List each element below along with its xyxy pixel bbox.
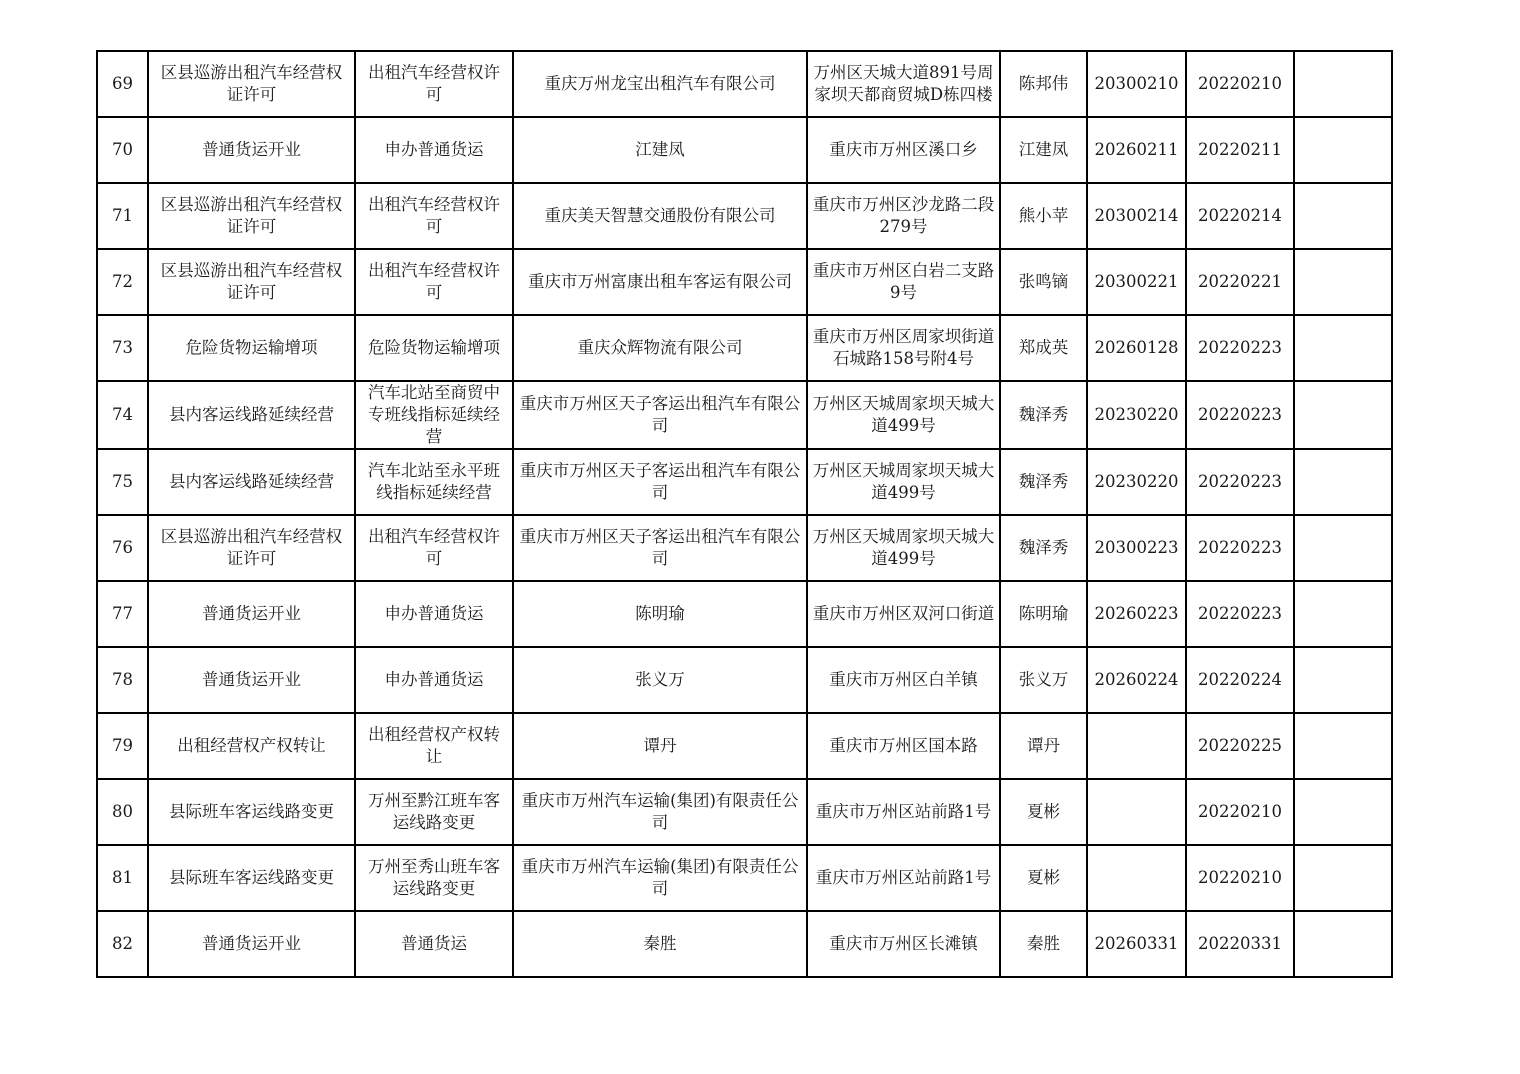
permit-item: 出租汽车经营权许可	[355, 249, 513, 315]
row-number: 71	[97, 183, 148, 249]
decision-date: 20220223	[1186, 515, 1294, 581]
permit-category: 普通货运开业	[148, 581, 355, 647]
remarks-cell	[1294, 183, 1392, 249]
permit-item: 普通货运	[355, 911, 513, 977]
decision-date: 20220210	[1186, 779, 1294, 845]
applicant-address: 万州区天城周家坝天城大道499号	[807, 381, 1000, 449]
table-row	[97, 515, 1392, 581]
permit-category: 出租经营权产权转让	[148, 713, 355, 779]
permit-item: 申办普通货运	[355, 581, 513, 647]
applicant-address: 重庆市万州区白羊镇	[807, 647, 1000, 713]
row-number: 76	[97, 515, 148, 581]
permit-item: 申办普通货运	[355, 647, 513, 713]
permit-item: 危险货物运输增项	[355, 315, 513, 381]
legal-representative: 魏泽秀	[1000, 449, 1087, 515]
applicant-address: 重庆市万州区双河口街道	[807, 581, 1000, 647]
expiry-date: 20300214	[1087, 183, 1186, 249]
table-body	[97, 51, 1392, 977]
row-number: 75	[97, 449, 148, 515]
applicant-address: 万州区天城周家坝天城大道499号	[807, 449, 1000, 515]
applicant-name: 重庆市万州汽车运输(集团)有限责任公司	[513, 779, 807, 845]
applicant-name: 张义万	[513, 647, 807, 713]
table-row	[97, 911, 1392, 977]
legal-representative: 郑成英	[1000, 315, 1087, 381]
permit-item: 汽车北站至永平班线指标延续经营	[355, 449, 513, 515]
row-number: 82	[97, 911, 148, 977]
remarks-cell	[1294, 911, 1392, 977]
remarks-cell	[1294, 381, 1392, 449]
permit-category: 危险货物运输增项	[148, 315, 355, 381]
applicant-name: 重庆众辉物流有限公司	[513, 315, 807, 381]
remarks-cell	[1294, 713, 1392, 779]
decision-date: 20220210	[1186, 845, 1294, 911]
applicant-name: 重庆市万州汽车运输(集团)有限责任公司	[513, 845, 807, 911]
expiry-date: 20230220	[1087, 381, 1186, 449]
permit-item: 出租经营权产权转让	[355, 713, 513, 779]
legal-representative: 夏彬	[1000, 845, 1087, 911]
remarks-cell	[1294, 647, 1392, 713]
permit-item: 申办普通货运	[355, 117, 513, 183]
legal-representative: 陈邦伟	[1000, 51, 1087, 117]
table-row	[97, 779, 1392, 845]
table-row	[97, 51, 1392, 117]
permit-item: 出租汽车经营权许可	[355, 515, 513, 581]
permit-category: 县内客运线路延续经营	[148, 449, 355, 515]
decision-date: 20220210	[1186, 51, 1294, 117]
remarks-cell	[1294, 515, 1392, 581]
legal-representative: 张义万	[1000, 647, 1087, 713]
remarks-cell	[1294, 845, 1392, 911]
decision-date: 20220211	[1186, 117, 1294, 183]
permit-category: 区县巡游出租汽车经营权证许可	[148, 51, 355, 117]
decision-date: 20220223	[1186, 449, 1294, 515]
row-number: 74	[97, 381, 148, 449]
permit-item: 万州至秀山班车客运线路变更	[355, 845, 513, 911]
table-row	[97, 449, 1392, 515]
permit-category: 普通货运开业	[148, 911, 355, 977]
applicant-address: 重庆市万州区白岩二支路9号	[807, 249, 1000, 315]
permit-category: 普通货运开业	[148, 117, 355, 183]
applicant-address: 重庆市万州区周家坝街道石城路158号附4号	[807, 315, 1000, 381]
remarks-cell	[1294, 581, 1392, 647]
legal-representative: 陈明瑜	[1000, 581, 1087, 647]
legal-representative: 秦胜	[1000, 911, 1087, 977]
permit-category: 县际班车客运线路变更	[148, 845, 355, 911]
permit-item: 万州至黔江班车客运线路变更	[355, 779, 513, 845]
table-row	[97, 581, 1392, 647]
legal-representative: 夏彬	[1000, 779, 1087, 845]
legal-representative: 谭丹	[1000, 713, 1087, 779]
applicant-name: 重庆市万州区天子客运出租汽车有限公司	[513, 381, 807, 449]
applicant-address: 重庆市万州区溪口乡	[807, 117, 1000, 183]
table-row	[97, 183, 1392, 249]
permit-table	[96, 50, 1393, 978]
table-row	[97, 381, 1392, 449]
permit-item: 出租汽车经营权许可	[355, 183, 513, 249]
expiry-date: 20260224	[1087, 647, 1186, 713]
applicant-address: 重庆市万州区国本路	[807, 713, 1000, 779]
expiry-date	[1087, 713, 1186, 779]
remarks-cell	[1294, 449, 1392, 515]
permit-item: 汽车北站至商贸中专班线指标延续经营	[355, 381, 513, 449]
remarks-cell	[1294, 51, 1392, 117]
permit-category: 县内客运线路延续经营	[148, 381, 355, 449]
decision-date: 20220223	[1186, 381, 1294, 449]
applicant-name: 谭丹	[513, 713, 807, 779]
row-number: 81	[97, 845, 148, 911]
applicant-name: 陈明瑜	[513, 581, 807, 647]
row-number: 70	[97, 117, 148, 183]
decision-date: 20220224	[1186, 647, 1294, 713]
applicant-address: 万州区天城大道891号周家坝天都商贸城D栋四楼	[807, 51, 1000, 117]
applicant-name: 重庆万州龙宝出租汽车有限公司	[513, 51, 807, 117]
table-row	[97, 713, 1392, 779]
table-row	[97, 845, 1392, 911]
expiry-date: 20260331	[1087, 911, 1186, 977]
applicant-name: 江建凤	[513, 117, 807, 183]
table-row	[97, 647, 1392, 713]
decision-date: 20220223	[1186, 581, 1294, 647]
row-number: 69	[97, 51, 148, 117]
table-row	[97, 249, 1392, 315]
expiry-date: 20260223	[1087, 581, 1186, 647]
legal-representative: 魏泽秀	[1000, 381, 1087, 449]
legal-representative: 张鸣镝	[1000, 249, 1087, 315]
applicant-address: 重庆市万州区站前路1号	[807, 845, 1000, 911]
row-number: 79	[97, 713, 148, 779]
expiry-date: 20260211	[1087, 117, 1186, 183]
permit-category: 区县巡游出租汽车经营权证许可	[148, 515, 355, 581]
legal-representative: 魏泽秀	[1000, 515, 1087, 581]
decision-date: 20220221	[1186, 249, 1294, 315]
applicant-name: 重庆市万州区天子客运出租汽车有限公司	[513, 515, 807, 581]
applicant-name: 秦胜	[513, 911, 807, 977]
applicant-address: 重庆市万州区长滩镇	[807, 911, 1000, 977]
decision-date: 20220214	[1186, 183, 1294, 249]
expiry-date	[1087, 779, 1186, 845]
remarks-cell	[1294, 117, 1392, 183]
remarks-cell	[1294, 779, 1392, 845]
permit-item: 出租汽车经营权许可	[355, 51, 513, 117]
legal-representative: 熊小苹	[1000, 183, 1087, 249]
expiry-date: 20300210	[1087, 51, 1186, 117]
row-number: 80	[97, 779, 148, 845]
expiry-date: 20300223	[1087, 515, 1186, 581]
applicant-address: 万州区天城周家坝天城大道499号	[807, 515, 1000, 581]
permit-category: 普通货运开业	[148, 647, 355, 713]
expiry-date: 20230220	[1087, 449, 1186, 515]
row-number: 78	[97, 647, 148, 713]
table-row	[97, 117, 1392, 183]
expiry-date: 20260128	[1087, 315, 1186, 381]
decision-date: 20220225	[1186, 713, 1294, 779]
legal-representative: 江建凤	[1000, 117, 1087, 183]
expiry-date: 20300221	[1087, 249, 1186, 315]
permit-category: 县际班车客运线路变更	[148, 779, 355, 845]
row-number: 72	[97, 249, 148, 315]
applicant-address: 重庆市万州区沙龙路二段279号	[807, 183, 1000, 249]
expiry-date	[1087, 845, 1186, 911]
remarks-cell	[1294, 249, 1392, 315]
permit-category: 区县巡游出租汽车经营权证许可	[148, 183, 355, 249]
decision-date: 20220331	[1186, 911, 1294, 977]
applicant-name: 重庆市万州区天子客运出租汽车有限公司	[513, 449, 807, 515]
row-number: 73	[97, 315, 148, 381]
remarks-cell	[1294, 315, 1392, 381]
applicant-name: 重庆市万州富康出租车客运有限公司	[513, 249, 807, 315]
applicant-name: 重庆美天智慧交通股份有限公司	[513, 183, 807, 249]
applicant-address: 重庆市万州区站前路1号	[807, 779, 1000, 845]
decision-date: 20220223	[1186, 315, 1294, 381]
row-number: 77	[97, 581, 148, 647]
table-row	[97, 315, 1392, 381]
permit-category: 区县巡游出租汽车经营权证许可	[148, 249, 355, 315]
